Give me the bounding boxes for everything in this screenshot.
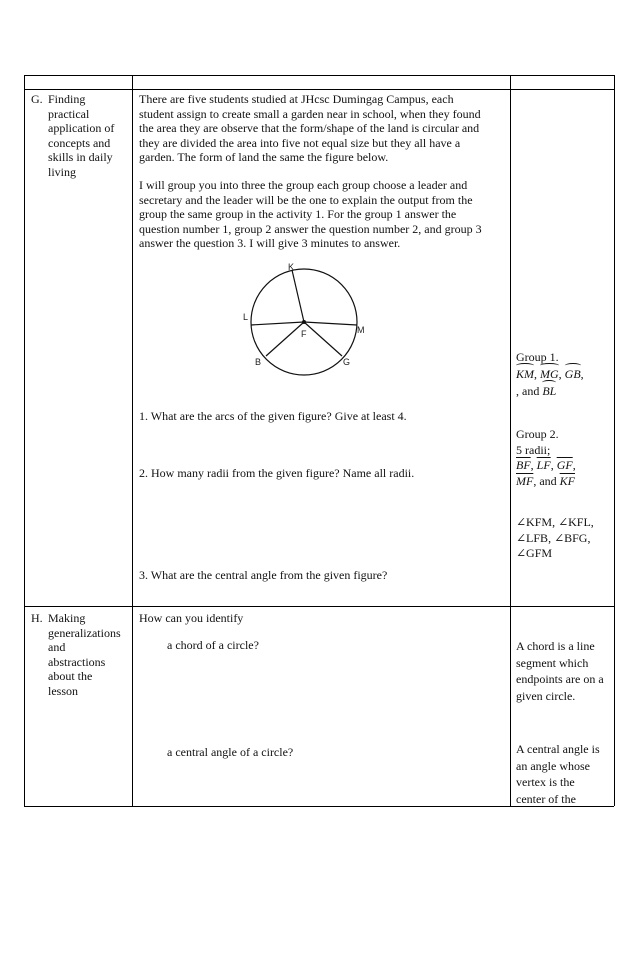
section-h-label-line: Making bbox=[48, 611, 86, 625]
section-h-label-line: generalizations bbox=[48, 625, 121, 640]
label-b: B bbox=[255, 357, 262, 367]
column-divider-1 bbox=[132, 75, 133, 806]
question-1: 1. What are the arcs of the given figure? Give at least 4. bbox=[139, 409, 407, 423]
text-line: they are divided the area into five not equal size but they all have a bbox=[139, 135, 461, 150]
label-l: L bbox=[243, 312, 249, 322]
segment-bf: $\overline{BF}$ bbox=[516, 458, 531, 472]
section-h-label-line: about the bbox=[48, 669, 93, 683]
answer-group-3 bbox=[516, 515, 614, 562]
answer-group-1-title: Group 1. bbox=[516, 350, 559, 364]
text-line: group the same group in the activity 1. For the group 1 answer the bbox=[139, 207, 457, 221]
label-f: F bbox=[301, 329, 307, 339]
section-g-label bbox=[31, 92, 127, 179]
arc-gb: GB bbox=[564, 367, 581, 381]
segment-kf: $\overline{KF}$ bbox=[559, 473, 575, 488]
table-left-border bbox=[24, 75, 25, 806]
arc-km: KM bbox=[516, 367, 534, 381]
answer-line: endpoints are on a bbox=[516, 672, 604, 686]
header-row-divider bbox=[24, 89, 614, 90]
section-h-item-chord: a chord of a circle? bbox=[167, 638, 259, 652]
text-line: secretary and the leader will be the one to explain the output from the bbox=[139, 192, 473, 207]
arc-list-line-1: KM, MG, GB, bbox=[516, 367, 584, 381]
answer-line: given circle. bbox=[516, 688, 576, 703]
section-g-paragraph-1 bbox=[139, 92, 481, 165]
radii-list-line-1: $\overline{BF}$, $\overline{LF}$, $\overline{GF}$, bbox=[516, 458, 576, 472]
section-g-label-line: practical bbox=[48, 106, 90, 121]
label-m: M bbox=[357, 325, 365, 335]
section-h-letter: H. bbox=[31, 611, 43, 625]
answer-line: an angle whose bbox=[516, 758, 590, 773]
circle-figure bbox=[230, 258, 380, 378]
table-right-border bbox=[614, 75, 615, 806]
text-line: garden. The form of land the same the figure below. bbox=[139, 150, 389, 164]
segment-gf: $\overline{GF}$ bbox=[556, 458, 573, 472]
question-3: 3. What are the central angle from the given figure? bbox=[139, 568, 388, 582]
text-line: the area they are observe that the form/shape of the land is circular and bbox=[139, 121, 480, 135]
text-line: student assign to create small a garden near in school, when they found bbox=[139, 106, 481, 121]
answer-chord bbox=[516, 638, 614, 704]
segment-mf: $\overline{MF}$ bbox=[516, 473, 534, 488]
question-2: 2. How many radii from the given figure? Name all radii. bbox=[139, 466, 415, 480]
angle-list-line: ∠GFM bbox=[516, 546, 553, 560]
answer-group-1 bbox=[516, 349, 614, 400]
section-g-label-line: skills in daily bbox=[48, 150, 113, 164]
section-h-label-line: lesson bbox=[48, 683, 78, 698]
arc-list-line-2: , and BL bbox=[516, 384, 557, 398]
answer-line: segment which bbox=[516, 655, 589, 670]
radii-list-line-2: $\overline{MF}$, and $\overline{KF}$ bbox=[516, 473, 575, 488]
radius-fb bbox=[266, 322, 304, 356]
section-h-prompt: How can you identify bbox=[139, 611, 244, 625]
answer-line: center of the bbox=[516, 791, 576, 806]
arc-bl: BL bbox=[542, 384, 557, 398]
answer-central-angle bbox=[516, 741, 614, 807]
section-h-label-line: abstractions bbox=[48, 654, 106, 669]
answer-line: vertex is the bbox=[516, 775, 575, 789]
answer-line: A chord is a line bbox=[516, 639, 595, 653]
column-divider-2 bbox=[510, 75, 511, 806]
section-g-letter: G. bbox=[31, 92, 43, 106]
section-divider bbox=[24, 606, 614, 607]
text-line: question number 1, group 2 answer the question number 2, and group 3 bbox=[139, 221, 482, 236]
radius-fm bbox=[304, 322, 357, 325]
section-h-label-line: and bbox=[48, 640, 66, 654]
section-g-paragraph-2 bbox=[139, 178, 482, 251]
radius-fl bbox=[251, 322, 304, 325]
center-point bbox=[302, 320, 306, 324]
angle-list-line: ∠KFM, ∠KFL, bbox=[516, 515, 594, 529]
table-top-border bbox=[24, 75, 614, 76]
radius-fg bbox=[304, 322, 342, 356]
text-line: answer the question 3. I will give 3 minutes to answer. bbox=[139, 236, 401, 250]
radius-fk bbox=[292, 270, 304, 322]
section-h-label bbox=[31, 611, 127, 698]
label-g: G bbox=[343, 357, 351, 367]
answer-group-2 bbox=[516, 427, 614, 489]
section-g-label-line: Finding bbox=[48, 92, 86, 106]
section-h-item-central-angle: a central angle of a circle? bbox=[167, 745, 294, 759]
answer-group-2-title: Group 2. bbox=[516, 427, 559, 441]
section-g-label-line: concepts and bbox=[48, 135, 111, 150]
arc-mg: MG bbox=[540, 367, 559, 381]
segment-lf: $\overline{LF}$ bbox=[536, 458, 551, 472]
label-k: K bbox=[288, 262, 295, 272]
section-g-label-line: application of bbox=[48, 121, 115, 135]
section-g-label-line: living bbox=[48, 164, 77, 179]
text-line: There are five students studied at JHcsc Dumingag Campus, each bbox=[139, 92, 454, 106]
angle-list-line: ∠LFB, ∠BFG, bbox=[516, 530, 591, 545]
answer-line: A central angle is bbox=[516, 742, 600, 756]
text-line: I will group you into three the group each group choose a leader and bbox=[139, 178, 468, 192]
radii-count: 5 radii; bbox=[516, 442, 551, 457]
